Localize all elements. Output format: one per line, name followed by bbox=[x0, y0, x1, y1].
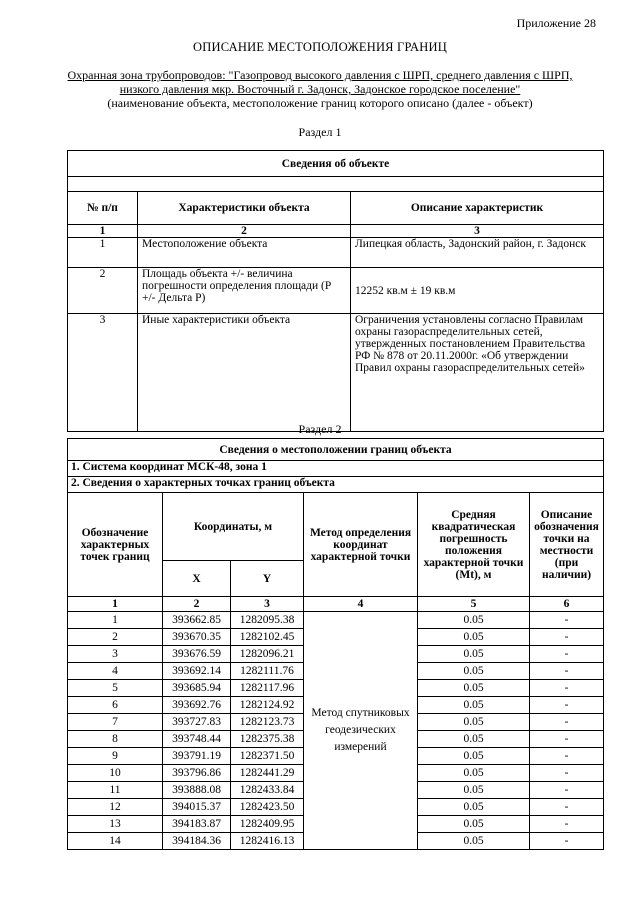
col-header-description: Описание характеристик bbox=[351, 192, 604, 225]
point-y: 1282416.13 bbox=[231, 833, 304, 850]
document-title: ОПИСАНИЕ МЕСТОПОЛОЖЕНИЯ ГРАНИЦ bbox=[193, 40, 447, 54]
point-error: 0.05 bbox=[418, 833, 530, 850]
col-number: 2 bbox=[138, 225, 351, 238]
col-number: 2 bbox=[163, 597, 231, 612]
point-x: 393727.83 bbox=[163, 714, 231, 731]
coordinate-system: 1. Система координат МСК-48, зона 1 bbox=[68, 461, 604, 477]
col-header-characteristic: Характеристики объекта bbox=[138, 192, 351, 225]
point-error: 0.05 bbox=[418, 697, 530, 714]
point-x: 393692.14 bbox=[163, 663, 231, 680]
point-description: - bbox=[530, 833, 604, 850]
point-description: - bbox=[530, 629, 604, 646]
object-name-line-2: низкого давления мкр. Восточный г. Задонск, Задонское городское поселение" bbox=[119, 82, 521, 96]
point-x: 393791.19 bbox=[163, 748, 231, 765]
header-point-description: Описание обозначения точки на местности (при наличии) bbox=[530, 493, 604, 597]
row-characteristic: Местоположение объекта bbox=[138, 238, 351, 268]
row-characteristic: Иные характеристики объекта bbox=[138, 314, 351, 432]
point-number: 13 bbox=[68, 816, 163, 833]
point-number: 14 bbox=[68, 833, 163, 850]
table-row bbox=[68, 268, 604, 314]
point-y: 1282102.45 bbox=[231, 629, 304, 646]
col-header-number: № п/п bbox=[68, 192, 138, 225]
section-1-label: Раздел 1 bbox=[298, 125, 342, 139]
object-description bbox=[40, 68, 600, 110]
point-x: 393670.35 bbox=[163, 629, 231, 646]
point-description: - bbox=[530, 697, 604, 714]
point-number: 2 bbox=[68, 629, 163, 646]
col-number: 1 bbox=[68, 597, 163, 612]
boundary-points-table bbox=[67, 438, 604, 850]
col-number: 3 bbox=[351, 225, 604, 238]
point-y: 1282423.50 bbox=[231, 799, 304, 816]
point-x: 393662.85 bbox=[163, 612, 231, 629]
point-number: 3 bbox=[68, 646, 163, 663]
row-value: Ограничения установлены согласно Правилам охраны газораспределительных сетей, утвержденных постановлением Правительства РФ № 878 от 20.11.2000г. «Об утверждении Правил охраны газораспределительных сетей» bbox=[351, 314, 604, 432]
point-y: 1282409.95 bbox=[231, 816, 304, 833]
point-y: 1282124.92 bbox=[231, 697, 304, 714]
point-number: 10 bbox=[68, 765, 163, 782]
point-error: 0.05 bbox=[418, 816, 530, 833]
point-description: - bbox=[530, 714, 604, 731]
point-x: 394183.87 bbox=[163, 816, 231, 833]
point-description: - bbox=[530, 612, 604, 629]
row-value: Липецкая область, Задонский район, г. Задонск bbox=[351, 238, 604, 268]
row-characteristic: Площадь объекта +/- величина погрешности определения площади (Р +/- Дельта Р) bbox=[138, 268, 351, 314]
header-method: Метод определения координат характерной точки bbox=[304, 493, 418, 597]
spacer-row bbox=[68, 177, 604, 192]
point-x: 394015.37 bbox=[163, 799, 231, 816]
row-number: 2 bbox=[68, 268, 138, 314]
point-error: 0.05 bbox=[418, 663, 530, 680]
point-description: - bbox=[530, 782, 604, 799]
point-number: 5 bbox=[68, 680, 163, 697]
object-caption: (наименование объекта, местоположение границ которого описано (далее - объект) bbox=[107, 96, 533, 110]
point-error: 0.05 bbox=[418, 782, 530, 799]
point-error: 0.05 bbox=[418, 799, 530, 816]
point-description: - bbox=[530, 680, 604, 697]
point-x: 393748.44 bbox=[163, 731, 231, 748]
object-info-table bbox=[67, 150, 604, 432]
point-error: 0.05 bbox=[418, 748, 530, 765]
appendix-label: Приложение 28 bbox=[516, 16, 596, 30]
point-y: 1282441.29 bbox=[231, 765, 304, 782]
point-number: 9 bbox=[68, 748, 163, 765]
point-number: 11 bbox=[68, 782, 163, 799]
point-x: 393888.08 bbox=[163, 782, 231, 799]
point-x: 393796.86 bbox=[163, 765, 231, 782]
point-number: 1 bbox=[68, 612, 163, 629]
point-number: 7 bbox=[68, 714, 163, 731]
header-y: Y bbox=[231, 561, 304, 597]
header-point-designation: Обозначение характерных точек границ bbox=[68, 493, 163, 597]
point-error: 0.05 bbox=[418, 629, 530, 646]
col-number: 4 bbox=[304, 597, 418, 612]
point-error: 0.05 bbox=[418, 731, 530, 748]
object-info-table-title: Сведения об объекте bbox=[68, 151, 604, 177]
points-subtitle: 2. Сведения о характерных точках границ объекта bbox=[68, 477, 604, 493]
point-y: 1282117.96 bbox=[231, 680, 304, 697]
point-x: 394184.36 bbox=[163, 833, 231, 850]
method-cell: Метод спутниковых геодезических измерений bbox=[304, 612, 418, 850]
col-number: 1 bbox=[68, 225, 138, 238]
row-value: 12252 кв.м ± 19 кв.м bbox=[351, 268, 604, 314]
point-error: 0.05 bbox=[418, 612, 530, 629]
object-name-line-1: Охранная зона трубопроводов: "Газопровод высокого давления с ШРП, среднего давления с ШРП, bbox=[67, 68, 573, 82]
point-number: 8 bbox=[68, 731, 163, 748]
point-x: 393676.59 bbox=[163, 646, 231, 663]
point-description: - bbox=[530, 748, 604, 765]
point-description: - bbox=[530, 816, 604, 833]
point-y: 1282375.38 bbox=[231, 731, 304, 748]
point-description: - bbox=[530, 731, 604, 748]
point-error: 0.05 bbox=[418, 646, 530, 663]
header-coordinates: Координаты, м bbox=[163, 493, 304, 561]
point-description: - bbox=[530, 765, 604, 782]
col-number: 3 bbox=[231, 597, 304, 612]
point-description: - bbox=[530, 646, 604, 663]
point-y: 1282111.76 bbox=[231, 663, 304, 680]
point-error: 0.05 bbox=[418, 714, 530, 731]
point-x: 393685.94 bbox=[163, 680, 231, 697]
table-row bbox=[68, 612, 604, 629]
header-error: Средняя квадратическая погрешность положения характерной точки (Мt), м bbox=[418, 493, 530, 597]
point-number: 6 bbox=[68, 697, 163, 714]
point-y: 1282123.73 bbox=[231, 714, 304, 731]
point-y: 1282371.50 bbox=[231, 748, 304, 765]
point-description: - bbox=[530, 799, 604, 816]
point-y: 1282433.84 bbox=[231, 782, 304, 799]
boundary-table-title: Сведения о местоположении границ объекта bbox=[68, 439, 604, 461]
point-y: 1282095.38 bbox=[231, 612, 304, 629]
row-number: 1 bbox=[68, 238, 138, 268]
table-row bbox=[68, 238, 604, 268]
col-number: 5 bbox=[418, 597, 530, 612]
point-description: - bbox=[530, 663, 604, 680]
row-number: 3 bbox=[68, 314, 138, 432]
point-x: 393692.76 bbox=[163, 697, 231, 714]
point-error: 0.05 bbox=[418, 680, 530, 697]
section-2-label: Раздел 2 bbox=[298, 422, 342, 436]
point-y: 1282096.21 bbox=[231, 646, 304, 663]
point-number: 4 bbox=[68, 663, 163, 680]
point-error: 0.05 bbox=[418, 765, 530, 782]
header-x: X bbox=[163, 561, 231, 597]
table-row bbox=[68, 314, 604, 432]
col-number: 6 bbox=[530, 597, 604, 612]
point-number: 12 bbox=[68, 799, 163, 816]
